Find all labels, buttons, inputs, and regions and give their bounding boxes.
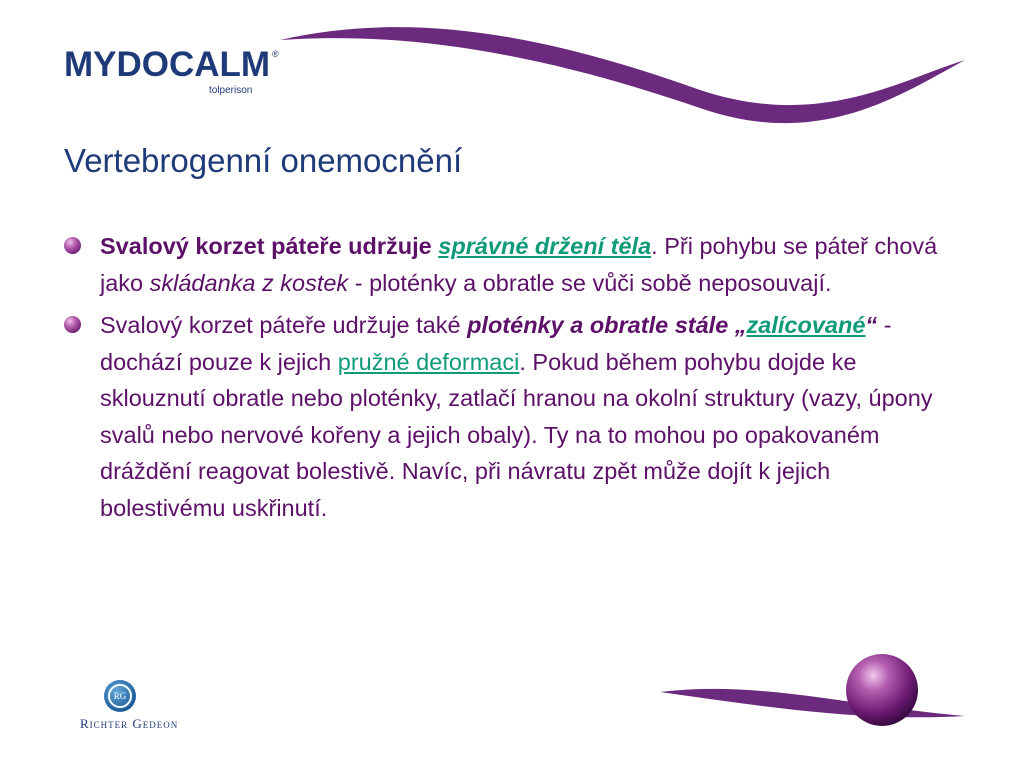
rg-badge-icon [104, 680, 136, 712]
bullet-1-tail: - ploténky a obratle se vůči sobě neposouvají. [348, 269, 832, 296]
bullet-2-bold-italic: ploténky a obratle stále „ [467, 312, 747, 338]
bullet-1-bold-text: Svalový korzet páteře udržuje [100, 233, 439, 259]
footer-swoosh [660, 689, 965, 717]
mydocalm-logo [64, 45, 284, 105]
bullet-1-period: . [651, 233, 658, 259]
company-name: Richter Gedeon [80, 716, 179, 731]
bullet-2-text: Svalový korzet páteře udržuje také [100, 312, 468, 338]
bullet-1-link[interactable]: správné držení těla [438, 233, 652, 259]
bullet-item-2 [64, 307, 944, 526]
bullet-2-link-zalicovane[interactable]: zalícované [746, 312, 866, 338]
slide-content [64, 228, 944, 532]
bullet-sphere-icon [64, 237, 81, 254]
bullet-2-tail: . Pokud během pohybu dojde ke sklouznutí obratle nebo ploténky, zatlačí hranou na okolní struktury (vazy, úpony svalů nebo nervové kořeny a jejich obaly). Ty na to mohou po opakovaném dráždění reagovat bolestivě. Navíc, při návratu zpět může dojít k jejich bolestivému uskřinutí. [100, 348, 933, 521]
logo-text: MYDOCALM [64, 45, 271, 84]
rg-badge-text: RG [108, 684, 132, 708]
bullet-sphere-icon [64, 316, 81, 333]
bullet-1-text: Při pohybu se páteř chová jako [100, 233, 938, 296]
bullet-2-middle: - dochází pouze k jejich [100, 312, 892, 375]
bullet-2-link-deformace[interactable]: pružné deformaci [337, 348, 520, 375]
richter-gedeon-logo [80, 680, 179, 735]
bullet-2-close-quote: “ [865, 312, 878, 338]
slide-title: Vertebrogenní onemocnění [64, 142, 463, 179]
logo-subtitle: tolperison [209, 85, 253, 96]
bullet-item-1 [64, 228, 944, 301]
purple-sphere-icon [846, 654, 918, 726]
bullet-1-italic-text: skládanka z kostek [149, 269, 349, 296]
logo-registered-mark: ® [272, 49, 279, 59]
